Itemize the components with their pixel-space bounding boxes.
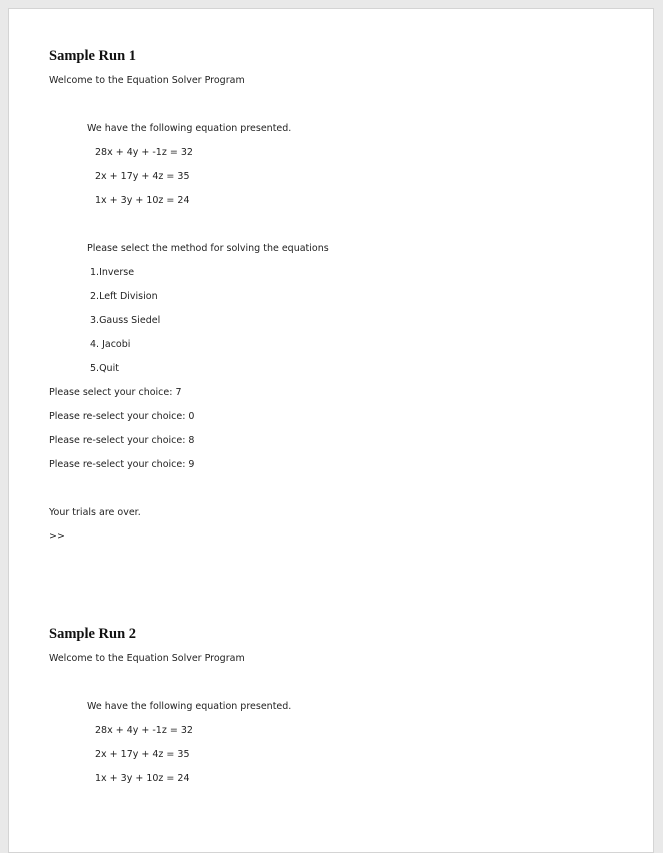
run-2-welcome-text: Welcome to the Equation Solver Program xyxy=(49,653,245,664)
run-1-menu-item-inverse: 1.Inverse xyxy=(90,267,135,278)
run-1-menu-item-quit: 5.Quit xyxy=(90,363,119,374)
run-1-menu-item-gauss-siedel: 3.Gauss Siedel xyxy=(90,315,161,326)
run-1-menu-item-left-division: 2.Left Division xyxy=(90,291,158,302)
run-1-choice-line: Please re-select your choice: 0 xyxy=(49,411,195,422)
run-1-menu-item-jacobi: 4. Jacobi xyxy=(90,339,131,350)
run-1-choice-line: Please re-select your choice: 8 xyxy=(49,435,195,446)
run-1-menu-prompt: Please select the method for solving the equations xyxy=(87,243,329,254)
run-1-end-message: Your trials are over. xyxy=(49,507,141,518)
run-1-welcome-text: Welcome to the Equation Solver Program xyxy=(49,75,245,86)
run-1-equation-2: 2x + 17y + 4z = 35 xyxy=(95,171,190,182)
run-1-choice-line: Please re-select your choice: 9 xyxy=(49,459,195,470)
run-2-equation-3: 1x + 3y + 10z = 24 xyxy=(95,773,190,784)
run-2-intro-text: We have the following equation presented. xyxy=(87,701,292,712)
sample-run-2-title: Sample Run 2 xyxy=(49,626,137,642)
run-1-intro-text: We have the following equation presented. xyxy=(87,123,292,134)
sample-run-1-title: Sample Run 1 xyxy=(49,48,137,64)
run-1-equation-1: 28x + 4y + -1z = 32 xyxy=(95,147,193,158)
run-1-equation-3: 1x + 3y + 10z = 24 xyxy=(95,195,190,206)
run-2-equation-2: 2x + 17y + 4z = 35 xyxy=(95,749,190,760)
run-2-equation-1: 28x + 4y + -1z = 32 xyxy=(95,725,193,736)
run-1-choice-line: Please select your choice: 7 xyxy=(49,387,182,398)
document-page xyxy=(8,8,654,853)
run-1-command-prompt: >> xyxy=(49,531,65,542)
